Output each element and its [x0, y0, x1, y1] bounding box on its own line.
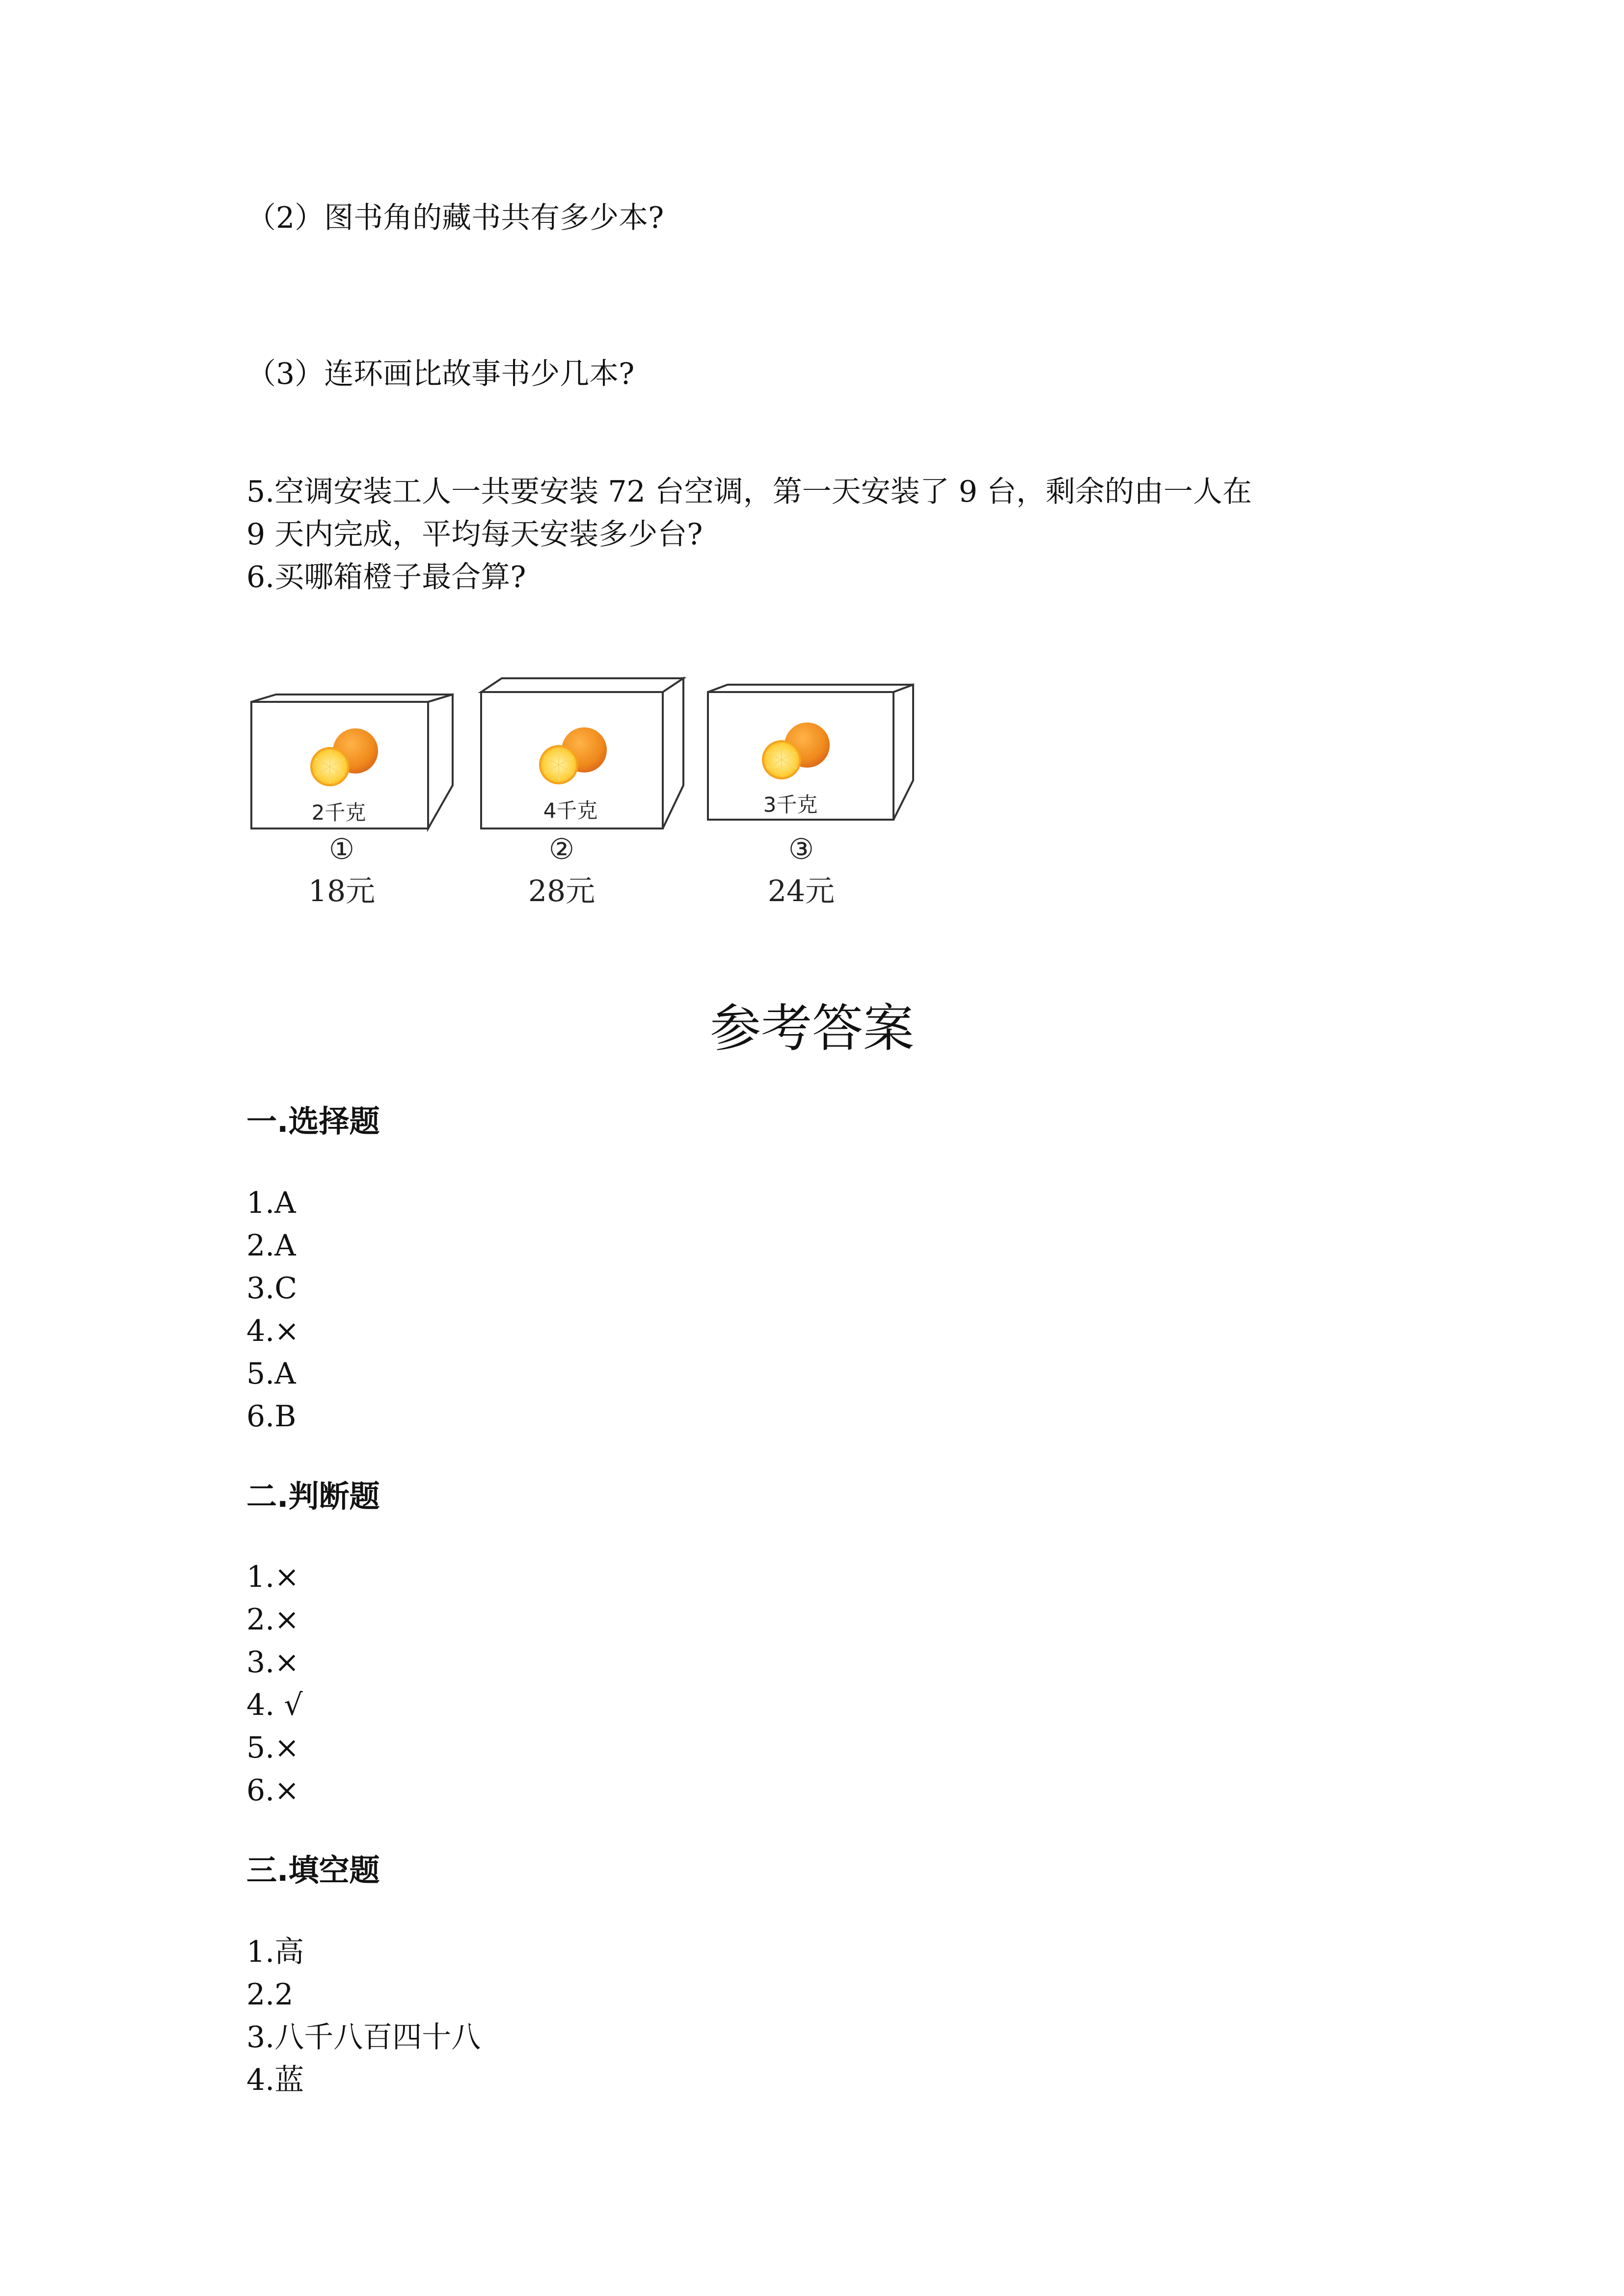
box-2-weight: 4千克: [543, 799, 598, 823]
answer-item: 1.A: [246, 1186, 296, 1220]
answer-item: 4.×: [246, 1314, 299, 1348]
orange-boxes-illustration: [246, 672, 934, 928]
answer-item: 3.×: [246, 1645, 299, 1680]
box-1-weight: 2千克: [311, 801, 366, 825]
answer-list-fill-blank: [246, 1931, 481, 2102]
answer-item: 4.蓝: [246, 2063, 304, 2097]
answer-item: 2.2: [246, 1977, 294, 2012]
answer-item: 3.八千八百四十八: [246, 2020, 481, 2055]
question-5-line-1: 5.空调安装工人一共要安装 72 台空调，第一天安装了 9 台，剩余的由一人在: [246, 475, 1252, 509]
box-3-weight: 3千克: [763, 793, 818, 817]
answer-item: 3.C: [246, 1271, 298, 1306]
answer-item: 6.×: [246, 1773, 299, 1808]
section-heading-fill-blank: 三.填空题: [246, 1852, 380, 1888]
box-1-price: 18元: [308, 874, 376, 908]
orange-box-1: [251, 694, 453, 908]
answer-item: 5.A: [246, 1357, 296, 1391]
box-3-number: ③: [788, 832, 814, 866]
section-heading-judgement: 二.判断题: [246, 1478, 380, 1514]
box-1-number: ①: [329, 832, 354, 866]
answer-list-judgement: [246, 1556, 303, 1812]
box-2-number: ②: [549, 832, 574, 866]
section-heading-choice: 一.选择题: [246, 1103, 380, 1139]
box-2-price: 28元: [528, 874, 595, 908]
answer-item: 2.×: [246, 1602, 299, 1637]
answer-item: 4. √: [246, 1688, 303, 1722]
orange-box-2: [481, 678, 683, 908]
answer-item: 2.A: [246, 1228, 296, 1263]
box-3-price: 24元: [767, 874, 835, 908]
question-6: 6.买哪箱橙子最合算?: [246, 560, 526, 594]
answers-title: 参考答案: [709, 998, 914, 1058]
answer-item: 6.B: [246, 1399, 297, 1434]
question-5-line-2: 9 天内完成，平均每天安装多少台?: [246, 517, 703, 552]
question-4-part-2: （2）图书角的藏书共有多少本?: [246, 201, 664, 235]
answer-item: 1.高: [246, 1935, 304, 1969]
answer-list-choice: [246, 1182, 299, 1438]
orange-boxes-figure: [246, 672, 934, 928]
answer-item: 5.×: [246, 1731, 299, 1765]
orange-box-3: [708, 685, 913, 908]
answer-item: 1.×: [246, 1560, 299, 1594]
question-4-part-3: （3）连环画比故事书少几本?: [246, 357, 635, 391]
